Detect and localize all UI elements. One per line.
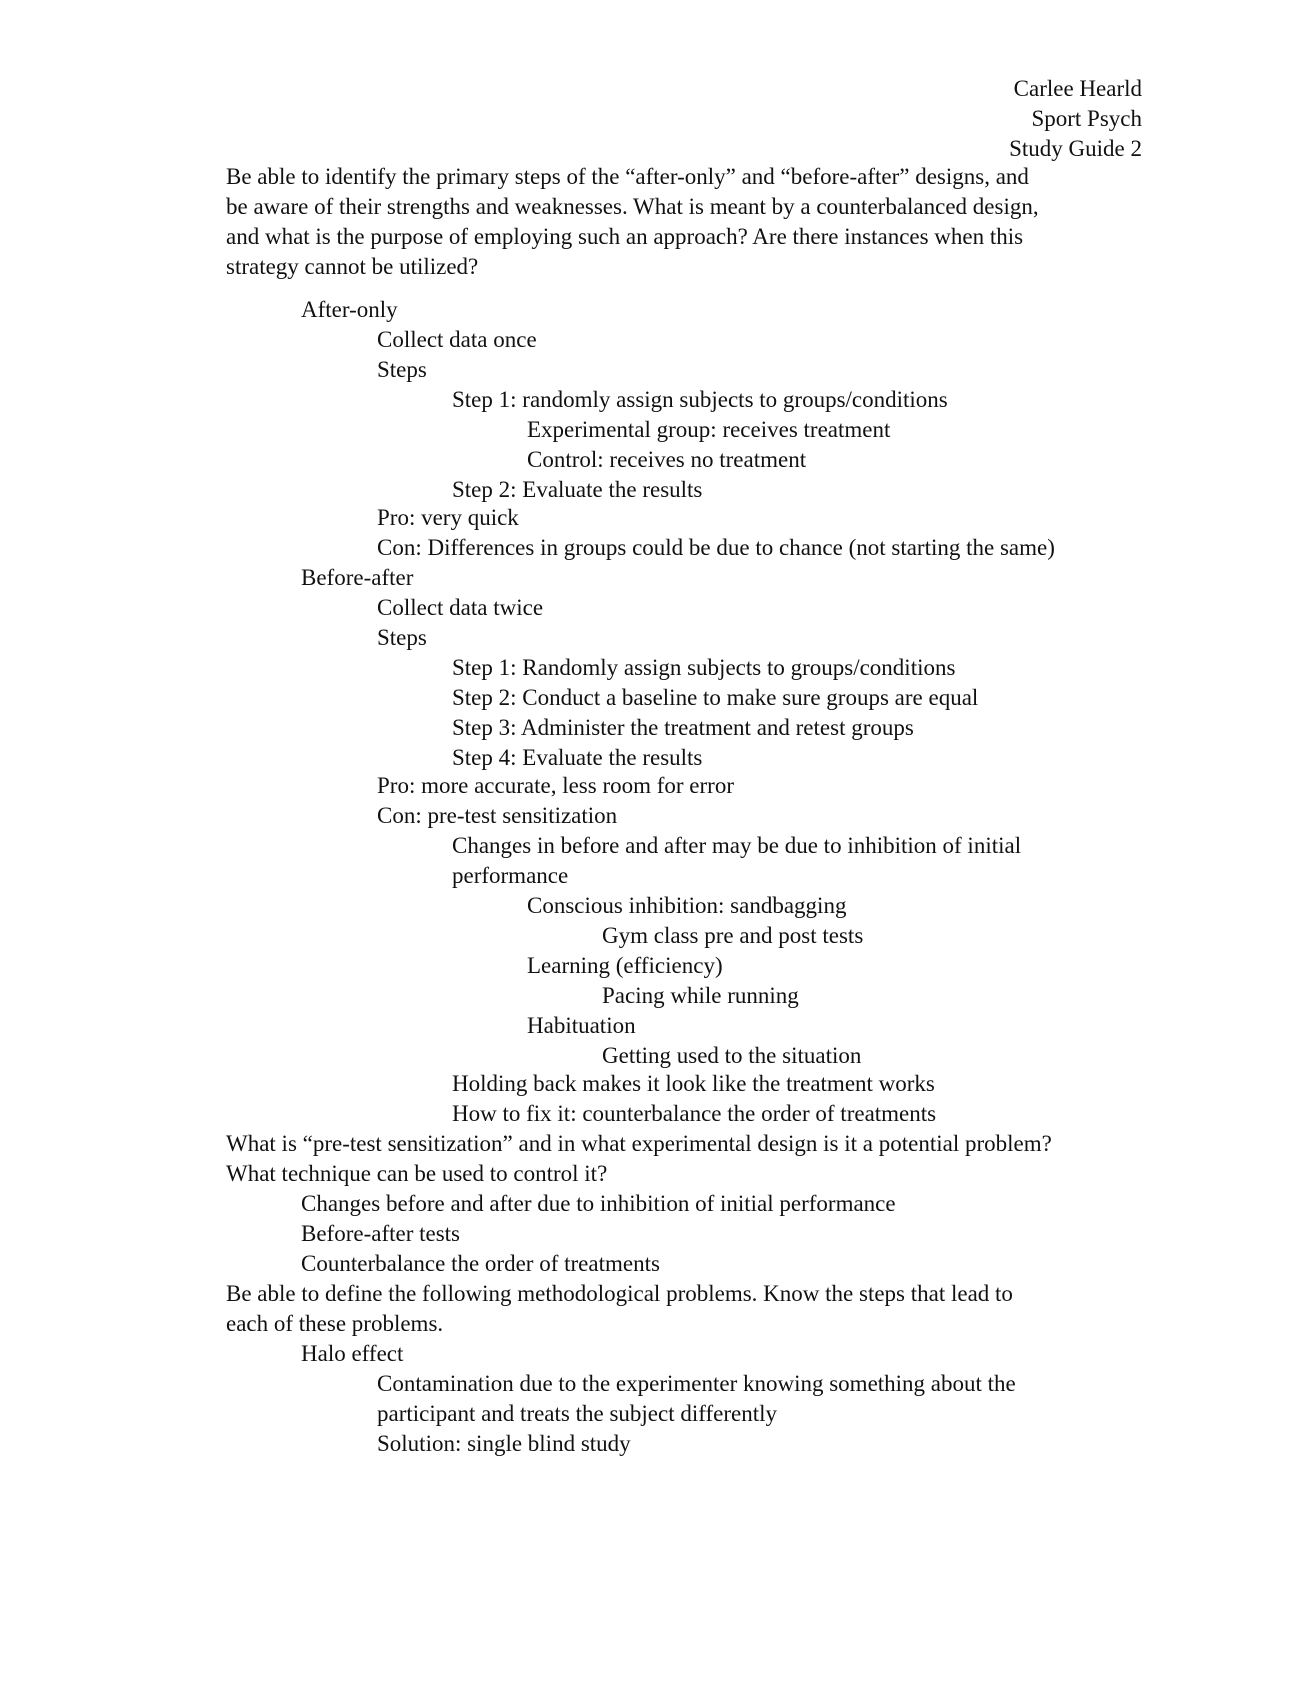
- outline-text: Changes in before and after may be due to inhibition of initial: [452, 833, 1022, 858]
- outline-text: What technique can be used to control it?: [226, 1161, 608, 1186]
- outline-text: After-only: [301, 297, 398, 322]
- outline-text: Before-after tests: [301, 1221, 461, 1246]
- outline-text: be aware of their strengths and weaknesses. What is meant by a counterbalanced design,: [226, 194, 1039, 219]
- outline-text: Pro: very quick: [377, 505, 519, 530]
- outline-text: Changes before and after due to inhibition of initial performance: [301, 1191, 896, 1216]
- outline-text: Gym class pre and post tests: [602, 923, 864, 948]
- document-title: Study Guide 2: [1009, 136, 1142, 161]
- outline-text: Con: pre-test sensitization: [377, 803, 618, 828]
- outline-text: and what is the purpose of employing such an approach? Are there instances when this: [226, 224, 1024, 249]
- outline-text: Holding back makes it look like the treatment works: [452, 1071, 935, 1096]
- outline-text: Control: receives no treatment: [527, 447, 807, 472]
- outline-text: Collect data once: [377, 327, 537, 352]
- outline-text: How to fix it: counterbalance the order of treatments: [452, 1101, 937, 1126]
- outline-text: Before-after: [301, 565, 414, 590]
- outline-text: Contamination due to the experimenter knowing something about the: [377, 1371, 1016, 1396]
- outline-text: strategy cannot be utilized?: [226, 254, 479, 279]
- course-name: Sport Psych: [1031, 106, 1142, 131]
- author-name: Carlee Hearld: [1013, 76, 1142, 101]
- outline-text: Learning (efficiency): [527, 953, 723, 978]
- outline-text: Step 4: Evaluate the results: [452, 745, 703, 770]
- outline-text: Counterbalance the order of treatments: [301, 1251, 660, 1276]
- outline-text: Step 2: Conduct a baseline to make sure groups are equal: [452, 685, 979, 710]
- outline-text: Steps: [377, 357, 427, 382]
- outline-text: Halo effect: [301, 1341, 404, 1366]
- outline-text: Step 2: Evaluate the results: [452, 477, 703, 502]
- outline-text: Habituation: [527, 1013, 636, 1038]
- outline-text: Experimental group: receives treatment: [527, 417, 891, 442]
- outline-text: Pacing while running: [602, 983, 799, 1008]
- outline-text: Be able to define the following methodological problems. Know the steps that lead to: [226, 1281, 1013, 1306]
- outline-text: each of these problems.: [226, 1311, 444, 1336]
- outline-text: Steps: [377, 625, 427, 650]
- outline-text: Conscious inhibition: sandbagging: [527, 893, 847, 918]
- outline-text: Step 1: Randomly assign subjects to groups/conditions: [452, 655, 956, 680]
- outline-text: Pro: more accurate, less room for error: [377, 773, 734, 798]
- outline-text: performance: [452, 863, 569, 888]
- outline-text: Step 1: randomly assign subjects to groups/conditions: [452, 387, 948, 412]
- outline-text: Con: Differences in groups could be due to chance (not starting the same): [377, 535, 1055, 560]
- outline-text: What is “pre-test sensitization” and in what experimental design is it a potential problem?: [226, 1131, 1052, 1156]
- outline-text: participant and treats the subject differently: [377, 1401, 778, 1426]
- outline-text: Be able to identify the primary steps of the “after-only” and “before-after” designs, and: [226, 164, 1029, 189]
- outline-text: Solution: single blind study: [377, 1431, 631, 1456]
- outline-text: Step 3: Administer the treatment and retest groups: [452, 715, 914, 740]
- outline-text: Collect data twice: [377, 595, 544, 620]
- outline-text: Getting used to the situation: [602, 1043, 862, 1068]
